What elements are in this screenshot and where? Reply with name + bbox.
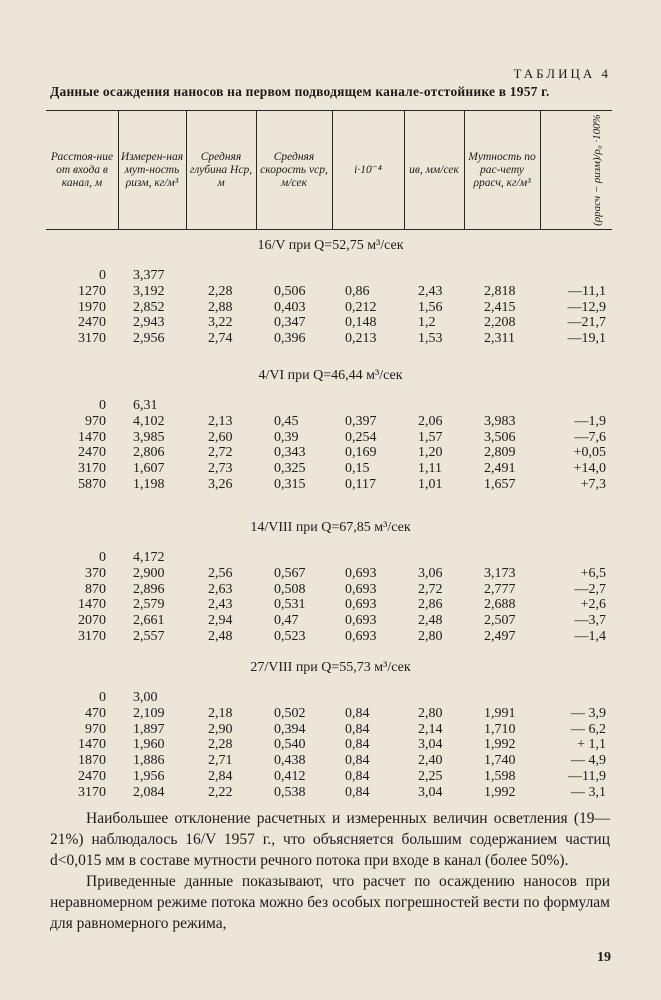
col-header-slope: i·10⁻⁴ (354, 163, 382, 176)
table-cell: 1,710 (484, 721, 516, 737)
table-cell: 1,01 (418, 477, 443, 492)
table-cell: 1,598 (484, 769, 516, 784)
table-cell: 2,507 (484, 613, 516, 629)
table-row (0, 753, 661, 769)
table-row (0, 582, 661, 598)
table-cell: 2,943 (133, 315, 165, 331)
table-cell: 0,15 (345, 461, 370, 477)
table-row (0, 550, 661, 566)
table-cell: 1,57 (418, 429, 443, 445)
table-cell: 0,502 (274, 705, 306, 721)
table-cell: 0,84 (345, 769, 370, 784)
table-cell: 0,86 (345, 283, 370, 299)
paragraph-2: Приведенные данные показывают, что расчет по осаждению наносов при неравномерном режиме потока можно без особых погрешностей вести по формулам для равномерного режима, (50, 873, 610, 932)
body-text (50, 808, 610, 934)
table-cell: 1,56 (418, 299, 443, 315)
table-cell: 970 (85, 721, 106, 737)
table-cell: 2,90 (208, 721, 233, 737)
table-row (0, 315, 661, 331)
table-cell: —1,9 (574, 413, 606, 429)
table-cell: 2,56 (208, 565, 233, 581)
table-cell: 1,992 (484, 784, 516, 800)
table-cell: 2,311 (484, 331, 515, 347)
table-cell: 0,538 (274, 784, 306, 800)
table-cell: 2,48 (208, 629, 233, 644)
table-cell: 2,48 (418, 613, 443, 629)
table-cell: 1870 (78, 753, 106, 769)
table-cell: 0,693 (345, 581, 377, 597)
table-cell: 0,47 (274, 613, 299, 629)
table-label: ТАБЛИЦА 4 (513, 66, 611, 81)
table-cell: 0,394 (274, 721, 306, 737)
table-cell: 2,86 (418, 597, 443, 613)
table-cell: 2,84 (208, 769, 233, 784)
table-cell: 2070 (78, 613, 106, 629)
table-cell: +7,3 (580, 477, 606, 492)
table-cell: 2,28 (208, 737, 233, 753)
table-cell: 0,403 (274, 299, 306, 315)
table-row (0, 414, 661, 430)
table-cell: 3,00 (133, 690, 158, 705)
table-cell: 1270 (78, 283, 106, 299)
col-header-mean-depth: Средняя глубина Hср, м (189, 150, 253, 189)
table-cell: 2,688 (484, 597, 516, 613)
paragraph-1: Наибольшее отклонение расчетных и измеренных величин осветления (19—21%) наблюдалось 16/V 1957 г., что объясняется большим содержанием частиц d<0,015 мм в составе мутности речного потока при входе в канал (более 50%). (50, 810, 610, 869)
table-row (0, 430, 661, 446)
table-cell: 2,579 (133, 597, 165, 613)
col-header-deviation: (ρрасч − ρизм)/ρ₀ ·100% (591, 114, 603, 226)
table-cell: 2,43 (418, 283, 443, 299)
table-cell: 0,567 (274, 565, 306, 581)
table-cell: 1,897 (133, 721, 165, 737)
table-cell: 1470 (78, 737, 106, 753)
table-cell: —7,6 (574, 429, 606, 445)
table-cell: 2,40 (418, 753, 443, 769)
table-cell: + 1,1 (577, 737, 606, 753)
table-cell: —3,7 (574, 613, 606, 629)
table-row (0, 268, 661, 284)
table-cell: 1,956 (133, 769, 165, 784)
table-cell: 2470 (78, 769, 106, 784)
table-cell: 2,74 (208, 331, 233, 347)
table-cell: 0,39 (274, 429, 299, 445)
table-cell: 0 (99, 550, 106, 565)
table-cell: 0,540 (274, 737, 306, 753)
col-header-distance: Расстоя-ние от входа в канал, м (50, 150, 114, 189)
table-cell: 2,73 (208, 461, 233, 477)
table-cell: 3170 (78, 461, 106, 477)
table-cell: 2,661 (133, 613, 165, 629)
table-cell: 0,148 (345, 315, 377, 331)
table-cell: —11,1 (568, 283, 606, 299)
table-cell: 0,523 (274, 629, 306, 644)
table-row (0, 331, 661, 347)
table-cell: 3,22 (208, 315, 233, 331)
table-cell: 1,2 (418, 315, 436, 331)
section-heading: 14/VIII при Q=67,85 м³/сек (250, 520, 411, 535)
table-row (0, 722, 661, 738)
table-cell: 2,956 (133, 331, 165, 347)
table-cell: 2,900 (133, 565, 165, 581)
table-cell: 870 (85, 581, 106, 597)
table-cell: 2470 (78, 445, 106, 461)
table-cell: — 4,9 (571, 753, 606, 769)
table-row (0, 477, 661, 493)
table-row (0, 785, 661, 801)
table-cell: 1,11 (418, 461, 442, 477)
table-cell: 2,22 (208, 784, 233, 800)
table-cell: 2,818 (484, 283, 516, 299)
table-cell: 0,254 (345, 429, 377, 445)
table-cell: 2,491 (484, 461, 516, 477)
table-row (0, 737, 661, 753)
page-number: 19 (597, 950, 611, 965)
table-cell: 1470 (78, 597, 106, 613)
table-row (0, 566, 661, 582)
table-header (46, 110, 612, 230)
table-cell: 4,172 (133, 550, 165, 565)
table-cell: 2,06 (418, 413, 443, 429)
table-cell: 2,084 (133, 784, 165, 800)
table-cell: 0,343 (274, 445, 306, 461)
table-cell: 0,693 (345, 597, 377, 613)
table-cell: 3170 (78, 629, 106, 644)
table-cell: 3,06 (418, 565, 443, 581)
table-cell: — 3,1 (571, 784, 606, 800)
table-cell: 2,88 (208, 299, 233, 315)
table-cell: —21,7 (567, 315, 606, 331)
table-cell: 3,04 (418, 784, 443, 800)
table-cell: 0,438 (274, 753, 306, 769)
table-cell: 0,693 (345, 629, 377, 644)
table-cell: 0,397 (345, 413, 377, 429)
table-cell: +2,6 (580, 597, 606, 613)
table-cell: 4,102 (133, 413, 165, 429)
table-cell: 0,412 (274, 769, 306, 784)
table-cell: +14,0 (573, 461, 606, 477)
table-cell: 0,508 (274, 581, 306, 597)
table-cell: 0,693 (345, 613, 377, 629)
table-cell: 0,325 (274, 461, 306, 477)
table-cell: 2,60 (208, 429, 233, 445)
table-cell: +6,5 (580, 565, 606, 581)
table-cell: 0,45 (274, 413, 299, 429)
table-cell: +0,05 (573, 445, 606, 461)
table-cell: 0,347 (274, 315, 306, 331)
table-cell: 0,315 (274, 477, 306, 492)
table-cell: 2,71 (208, 753, 233, 769)
table-cell: 2,18 (208, 705, 233, 721)
table-cell: 0,84 (345, 737, 370, 753)
table-cell: 1,657 (484, 477, 516, 492)
table-row (0, 284, 661, 300)
section-heading: 27/VIII при Q=55,73 м³/сек (250, 660, 411, 675)
table-cell: 2,557 (133, 629, 165, 644)
table-cell: 0 (99, 268, 106, 283)
table-cell: —2,7 (574, 581, 606, 597)
table-cell: 1,992 (484, 737, 516, 753)
table-cell: 0,506 (274, 283, 306, 299)
table-cell: 3,983 (484, 413, 516, 429)
col-header-mean-velocity: Средняя скорость vср, м/сек (260, 150, 328, 189)
table-cell: 2,80 (418, 629, 443, 644)
table-cell: 470 (85, 705, 106, 721)
table-cell: 1,740 (484, 753, 516, 769)
table-cell: 0 (99, 398, 106, 413)
table-cell: 2,852 (133, 299, 165, 315)
table-cell: 2,809 (484, 445, 516, 461)
table-cell: 0,84 (345, 753, 370, 769)
table-cell: 1,991 (484, 705, 516, 721)
table-cell: 0,212 (345, 299, 377, 315)
table-title: Данные осаждения наносов на первом подводящем канале-отстойнике в 1957 г. (50, 84, 550, 99)
table-cell: 2,896 (133, 581, 165, 597)
table-row (0, 613, 661, 629)
table-cell: 3,192 (133, 283, 165, 299)
table-cell: — 6,2 (571, 721, 606, 737)
table-cell: 0,84 (345, 784, 370, 800)
table-cell: —11,9 (568, 769, 606, 784)
table-cell: —12,9 (567, 299, 606, 315)
table-cell: 2,80 (418, 705, 443, 721)
table-cell: 2,806 (133, 445, 165, 461)
table-cell: 1,607 (133, 461, 165, 477)
table-cell: 0,84 (345, 705, 370, 721)
table-cell: 3,04 (418, 737, 443, 753)
table-row (0, 690, 661, 706)
table-cell: 2,43 (208, 597, 233, 613)
table-cell: 3,506 (484, 429, 516, 445)
table-row (0, 769, 661, 785)
table-cell: 2,497 (484, 629, 516, 644)
table-cell: 3,173 (484, 565, 516, 581)
table-cell: 2,777 (484, 581, 516, 597)
section-heading: 4/VI при Q=46,44 м³/сек (258, 368, 403, 383)
table-cell: 2,28 (208, 283, 233, 299)
table-cell: 6,31 (133, 398, 158, 413)
table-cell: 3,26 (208, 477, 233, 492)
table-cell: 2,94 (208, 613, 233, 629)
table-cell: 2,415 (484, 299, 516, 315)
table-cell: 1,53 (418, 331, 443, 347)
table-row (0, 706, 661, 722)
table-cell: 0,396 (274, 331, 306, 347)
table-cell: 1,198 (133, 477, 165, 492)
table-cell: 2,13 (208, 413, 233, 429)
table-row (0, 398, 661, 414)
table-cell: 970 (85, 413, 106, 429)
table-row (0, 461, 661, 477)
table-cell: 0,169 (345, 445, 377, 461)
table-cell: 3,985 (133, 429, 165, 445)
table-cell: 1,886 (133, 753, 165, 769)
col-header-fall-velocity: uв, мм/сек (409, 163, 459, 176)
table-cell: 2,72 (418, 581, 443, 597)
table-cell: 0,117 (345, 477, 376, 492)
table-row (0, 629, 661, 645)
table-cell: 0,84 (345, 721, 370, 737)
table-cell: 0,693 (345, 565, 377, 581)
table-cell: 1,960 (133, 737, 165, 753)
table-cell: 2,109 (133, 705, 165, 721)
table-cell: —19,1 (567, 331, 606, 347)
table-row (0, 445, 661, 461)
table-cell: 2470 (78, 315, 106, 331)
table-cell: 370 (85, 565, 106, 581)
table-cell: 3170 (78, 784, 106, 800)
table-cell: 3170 (78, 331, 106, 347)
table-cell: 2,25 (418, 769, 443, 784)
table-cell: — 3,9 (571, 705, 606, 721)
table-cell: 0,531 (274, 597, 306, 613)
table-cell: 3,377 (133, 268, 165, 283)
table-cell: 1470 (78, 429, 106, 445)
table-row (0, 597, 661, 613)
col-header-calculated-turbidity: Мутность по рас-чету ρрасч, кг/м³ (468, 150, 536, 189)
table-cell: 1970 (78, 299, 106, 315)
table-cell: 2,72 (208, 445, 233, 461)
table-cell: 1,20 (418, 445, 443, 461)
col-header-measured-turbidity: Измерен-ная мут-ность ρизм, кг/м³ (120, 150, 184, 189)
section-heading: 16/V при Q=52,75 м³/сек (257, 238, 404, 253)
table-cell: 2,63 (208, 581, 233, 597)
table-cell: 0,213 (345, 331, 377, 347)
table-cell: 2,208 (484, 315, 516, 331)
table-cell: 0 (99, 690, 106, 705)
table-cell: 2,14 (418, 721, 443, 737)
table-cell: 5870 (78, 477, 106, 492)
table-cell: —1,4 (574, 629, 606, 644)
table-row (0, 300, 661, 316)
